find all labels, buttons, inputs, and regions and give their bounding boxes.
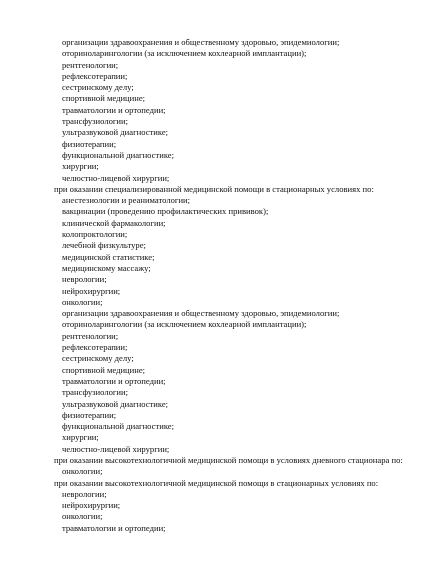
- section-heading-line: при оказании специализированной медицинской помощи в стационарных условиях по:: [54, 183, 374, 194]
- list-item: физиотерапии;: [62, 138, 117, 149]
- list-item: организации здравоохранения и общественному здоровью, эпидемиологии;: [62, 37, 340, 47]
- list-item: онкологии;: [62, 466, 103, 477]
- list-item: трансфузиологии;: [62, 116, 129, 127]
- list-item: нейрохирургии;: [62, 500, 121, 511]
- document-body: [0, 37, 430, 534]
- list-item: колопроктологии;: [62, 229, 128, 240]
- list-item: физиотерапии;: [62, 409, 117, 420]
- section-heading-line: при оказании высокотехнологичной медицинской помощи в стационарных условиях по:: [54, 477, 379, 488]
- list-item: организации здравоохранения и общественному здоровью, эпидемиологии;: [62, 308, 340, 319]
- list-item: оториноларингологии (за исключением кохлеарной имплантации);: [62, 48, 307, 59]
- list-item: лечебной физкультуре;: [62, 240, 146, 251]
- list-item: анестезиологии и реаниматологии;: [62, 195, 191, 206]
- list-item: неврологии;: [62, 488, 107, 499]
- list-item: хирургии;: [62, 161, 99, 172]
- section-heading-line: при оказании высокотехнологичной медицинской помощи в условиях дневного стационара по:: [54, 454, 403, 465]
- list-item: вакцинации (проведению профилактических прививок);: [62, 206, 269, 217]
- list-item: онкологии;: [62, 511, 103, 522]
- list-item: неврологии;: [62, 274, 107, 285]
- list-item: челюстно-лицевой хирургии;: [62, 172, 170, 183]
- list-item: ультразвуковой диагностике;: [62, 127, 169, 138]
- list-item: ультразвуковой диагностике;: [62, 398, 169, 409]
- list-item: рентгенологии;: [62, 330, 119, 341]
- list-item: челюстно-лицевой хирургии;: [62, 443, 170, 454]
- list-item: сестринскому делу;: [62, 82, 134, 93]
- list-item: онкологии;: [62, 296, 103, 307]
- list-item: травматологии и ортопедии;: [62, 375, 166, 386]
- list-item: травматологии и ортопедии;: [62, 522, 166, 533]
- list-item: функциональной диагностике;: [62, 421, 175, 432]
- list-item: функциональной диагностике;: [62, 149, 175, 160]
- list-item: хирургии;: [62, 432, 99, 443]
- list-item: сестринскому делу;: [62, 353, 134, 364]
- list-item: рентгенологии;: [62, 59, 119, 70]
- list-item: рефлексотерапии;: [62, 342, 128, 353]
- list-item: трансфузиологии;: [62, 387, 129, 398]
- list-item: клинической фармакологии;: [62, 217, 166, 228]
- list-item: нейрохирургии;: [62, 285, 121, 296]
- list-item: рефлексотерапии;: [62, 70, 128, 81]
- list-item: медицинской статистике;: [62, 251, 155, 262]
- list-item: оториноларингологии (за исключением кохлеарной имплантации);: [62, 319, 307, 330]
- list-item: спортивной медицине;: [62, 93, 146, 104]
- list-item: травматологии и ортопедии;: [62, 104, 166, 115]
- list-item: спортивной медицине;: [62, 364, 146, 375]
- list-item: медицинскому массажу;: [62, 262, 151, 273]
